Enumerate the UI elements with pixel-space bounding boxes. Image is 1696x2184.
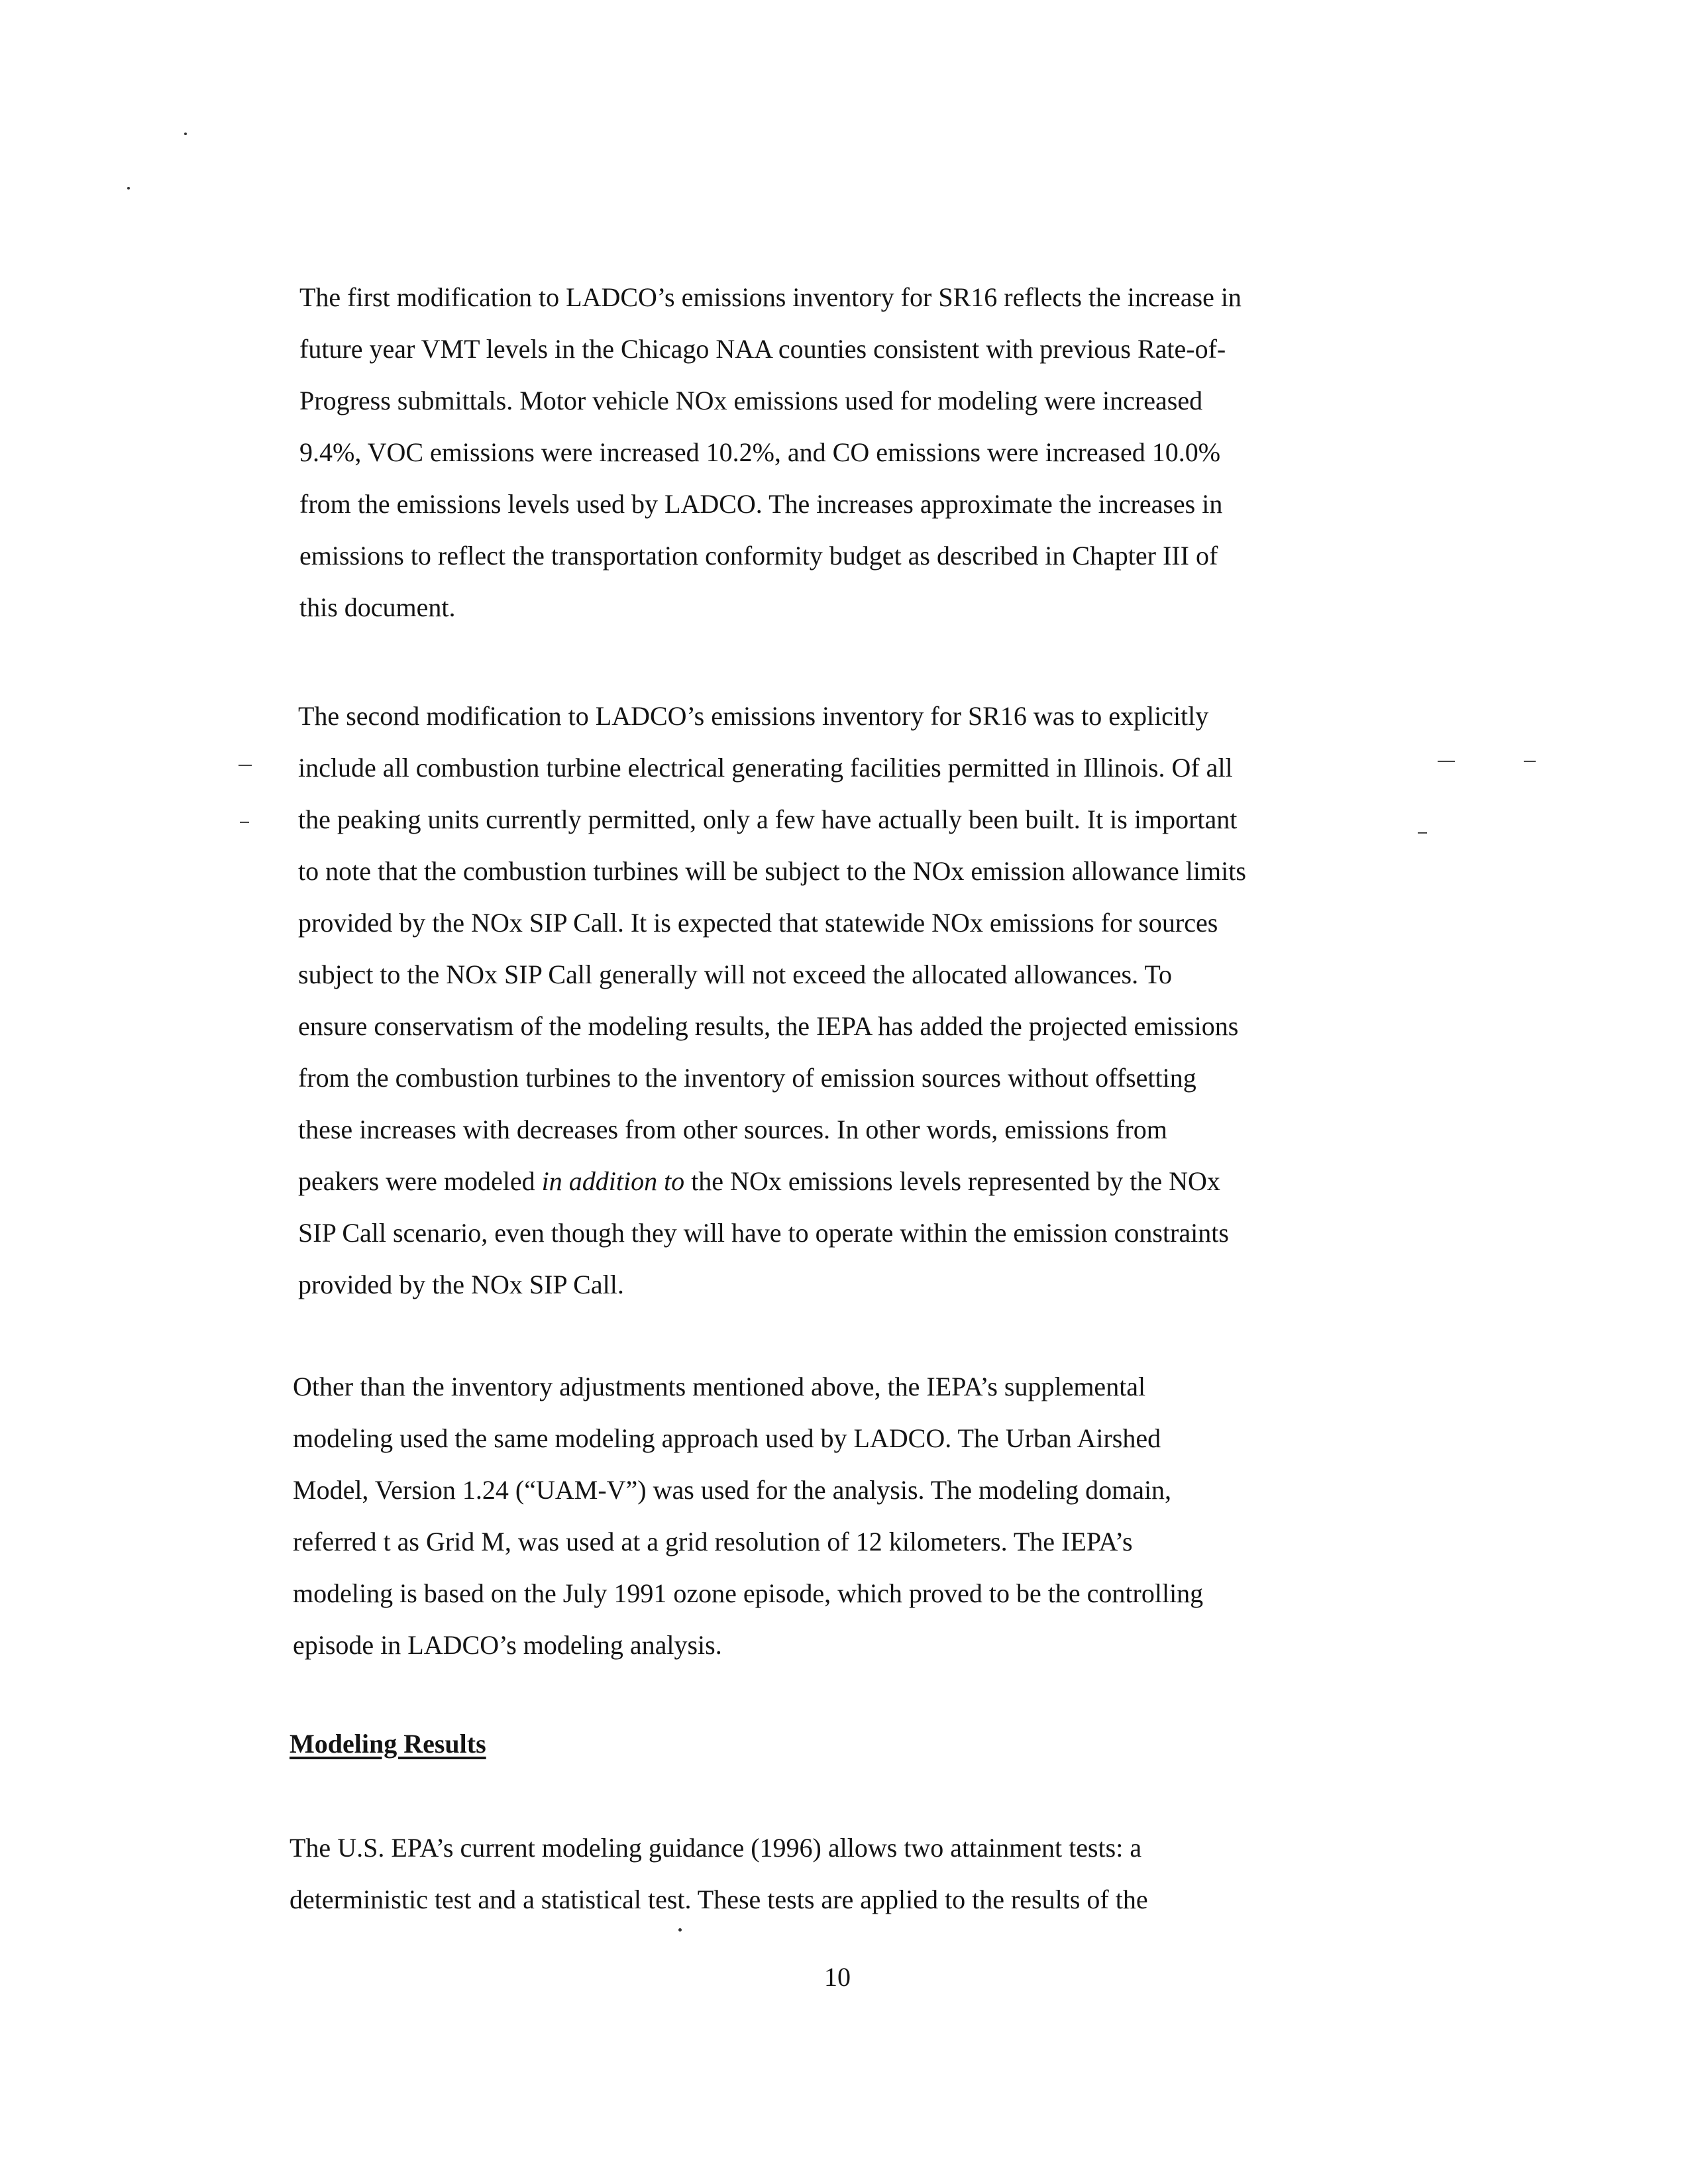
- italic-text: in addition to: [541, 1166, 685, 1196]
- text-line: modeling is based on the July 1991 ozone episode, which proved to be the controlling: [293, 1578, 1204, 1608]
- text-line: these increases with decreases from other sources. In other words, emissions from: [298, 1115, 1167, 1144]
- text-line: Model, Version 1.24 (“UAM-V”) was used for the analysis. The modeling domain,: [293, 1475, 1172, 1505]
- paragraph-4: [290, 1822, 1416, 1926]
- page-number: 10: [824, 1962, 851, 1992]
- paragraph-3: [293, 1361, 1419, 1671]
- text-line: subject to the NOx SIP Call generally will not exceed the allocated allowances. To: [298, 959, 1173, 989]
- section-heading: Modeling Results: [290, 1729, 486, 1759]
- scan-speck: [127, 187, 130, 190]
- scan-dash: [238, 765, 252, 766]
- text-line: emissions to reflect the transportation conformity budget as described in Chapter III of: [299, 541, 1218, 571]
- text-line: [298, 1156, 1424, 1207]
- text-line: referred t as Grid M, was used at a grid resolution of 12 kilometers. The IEPA’s: [293, 1527, 1133, 1556]
- text-run: the NOx emissions levels represented by the NOx: [684, 1166, 1220, 1196]
- text-line: this document.: [299, 592, 456, 622]
- scan-dash: [1524, 761, 1536, 762]
- text-line: provided by the NOx SIP Call.: [298, 1270, 624, 1299]
- text-line: The second modification to LADCO’s emissions inventory for SR16 was to explicitly: [298, 701, 1209, 731]
- text-line: ensure conservatism of the modeling results, the IEPA has added the projected emissions: [298, 1011, 1239, 1041]
- scan-dash: [1438, 761, 1455, 762]
- text-line: The U.S. EPA’s current modeling guidance (1996) allows two attainment tests: a: [290, 1833, 1142, 1863]
- text-line: deterministic test and a statistical test. These tests are applied to the results of the: [290, 1884, 1148, 1914]
- text-run: peakers were modeled: [298, 1166, 542, 1196]
- scan-speck: [184, 133, 187, 135]
- text-line: provided by the NOx SIP Call. It is expected that statewide NOx emissions for sources: [298, 908, 1218, 938]
- text-line: from the combustion turbines to the inventory of emission sources without offsetting: [298, 1063, 1196, 1093]
- text-line: Progress submittals. Motor vehicle NOx emissions used for modeling were increased: [299, 386, 1203, 415]
- text-line: episode in LADCO’s modeling analysis.: [293, 1630, 722, 1660]
- scan-speck: [678, 1928, 682, 1932]
- paragraph-1: [299, 272, 1426, 633]
- text-line: modeling used the same modeling approach used by LADCO. The Urban Airshed: [293, 1423, 1161, 1453]
- text-line: future year VMT levels in the Chicago NAA counties consistent with previous Rate-of-: [299, 334, 1226, 364]
- text-line: 9.4%, VOC emissions were increased 10.2%, and CO emissions were increased 10.0%: [299, 437, 1221, 467]
- text-line: include all combustion turbine electrical generating facilities permitted in Illinois. Of all: [298, 753, 1233, 783]
- text-line: The first modification to LADCO’s emissions inventory for SR16 reflects the increase in: [299, 282, 1242, 312]
- text-line: SIP Call scenario, even though they will have to operate within the emission constraints: [298, 1218, 1229, 1248]
- scan-dash: [240, 822, 249, 823]
- text-line: to note that the combustion turbines will be subject to the NOx emission allowance limits: [298, 856, 1246, 886]
- text-line: the peaking units currently permitted, only a few have actually been built. It is important: [298, 804, 1238, 834]
- paragraph-2: [298, 690, 1424, 1311]
- text-line: Other than the inventory adjustments mentioned above, the IEPA’s supplemental: [293, 1372, 1146, 1401]
- text-line: from the emissions levels used by LADCO. The increases approximate the increases in: [299, 489, 1223, 519]
